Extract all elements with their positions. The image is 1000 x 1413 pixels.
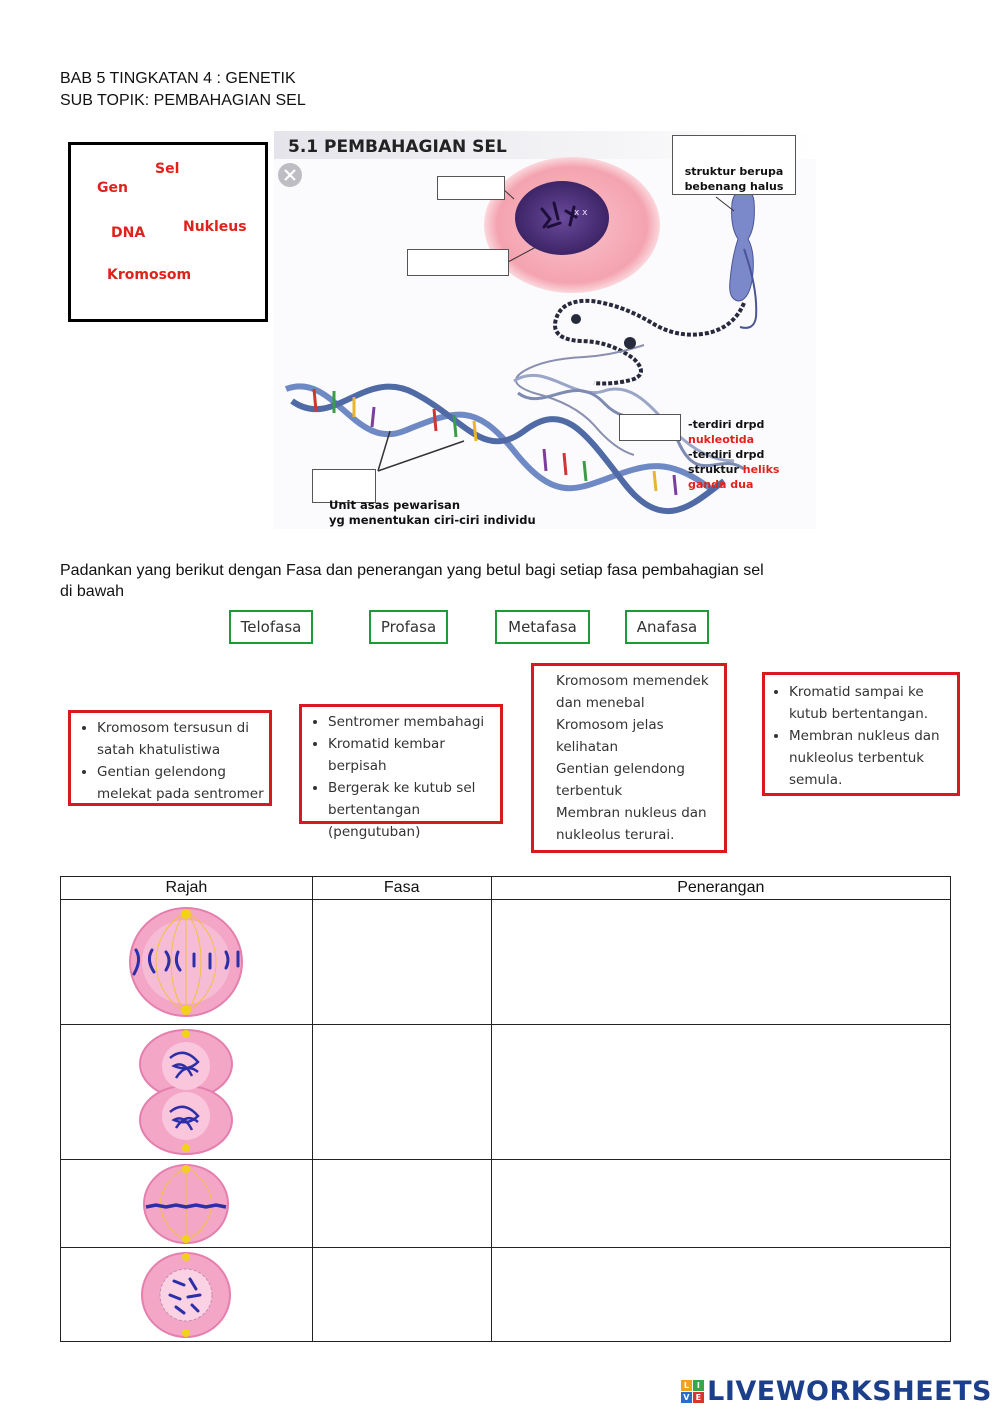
cell-image-4 xyxy=(140,1251,232,1339)
word-bank xyxy=(68,142,268,322)
card3-line-1: Kromosom memendek xyxy=(556,673,709,689)
answer-table xyxy=(60,876,951,1342)
table-row xyxy=(61,900,951,1025)
card-profasa[interactable] xyxy=(531,663,727,853)
answer-box-1[interactable] xyxy=(437,176,505,200)
table-row xyxy=(61,1025,951,1160)
logo-mark-v: V xyxy=(681,1392,692,1403)
card3-line-5: Gentian gelendong xyxy=(556,761,685,777)
note-line-4b: heliks xyxy=(742,463,780,476)
note-gene-line2: yg menentukan ciri-ciri individu xyxy=(329,513,536,527)
logo-text: LIVEWORKSHEETS xyxy=(707,1376,992,1407)
card1-item-2: • Gentian gelendong melekat pada sentromer xyxy=(97,761,269,805)
table-row xyxy=(61,1160,951,1248)
logo-mark-l: L xyxy=(681,1380,692,1391)
penerangan-answer-cell[interactable] xyxy=(491,1025,950,1160)
penerangan-answer-cell[interactable] xyxy=(491,900,950,1025)
diagram-title: 5.1 PEMBAHAGIAN SEL xyxy=(288,137,507,157)
card3-line-4: kelihatan xyxy=(556,739,619,755)
fasa-answer-cell[interactable] xyxy=(312,1025,491,1160)
penerangan-answer-cell[interactable] xyxy=(491,1160,950,1248)
chip-profasa[interactable]: Profasa xyxy=(369,610,448,644)
card1-item-1: • Kromosom tersusun di satah khatulistiwa xyxy=(97,717,269,761)
note-line-5: ganda dua xyxy=(688,478,754,491)
rajah-cell xyxy=(61,900,313,1025)
answer-box-3[interactable] xyxy=(619,414,681,441)
chip-metafasa[interactable]: Metafasa xyxy=(495,610,590,644)
rajah-cell xyxy=(61,1160,313,1248)
note-line-4a: struktur xyxy=(688,463,743,476)
table-row xyxy=(61,1248,951,1342)
fasa-answer-cell[interactable] xyxy=(312,1160,491,1248)
subtopic-title: SUB TOPIK: PEMBAHAGIAN SEL xyxy=(60,92,306,109)
liveworksheets-logo xyxy=(681,1376,992,1407)
word-dna[interactable]: DNA xyxy=(111,225,146,241)
card4-item-2: • Membran nukleus dan nukleolus terbentuk semula. xyxy=(789,725,953,791)
chapter-title: BAB 5 TINGKATAN 4 : GENETIK xyxy=(60,70,296,87)
card3-line-6: terbentuk xyxy=(556,783,623,799)
card2-item-1: • Sentromer membahagi xyxy=(328,711,500,733)
penerangan-answer-cell[interactable] xyxy=(491,1248,950,1342)
note-line-1: -terdiri drpd xyxy=(688,418,765,431)
nucleus-shape xyxy=(515,181,609,255)
header-fasa: Fasa xyxy=(312,877,491,900)
note-gene xyxy=(329,498,536,528)
word-gen[interactable]: Gen xyxy=(97,180,128,196)
instruction-line1: Padankan yang berikut dengan Fasa dan penerangan yang betul bagi setiap fasa pembahagian sel xyxy=(60,562,764,579)
word-kromosom[interactable]: Kromosom xyxy=(107,267,192,283)
fasa-answer-cell[interactable] xyxy=(312,1248,491,1342)
chip-telofasa[interactable]: Telofasa xyxy=(229,610,313,644)
note-fine-structure-line2: bebenang halus xyxy=(684,180,784,193)
card4-item-1: • Kromatid sampai ke kutub bertentangan. xyxy=(789,681,953,725)
answer-box-2[interactable] xyxy=(407,249,509,276)
note-fine-structure xyxy=(672,135,796,195)
table-header-row xyxy=(61,877,951,900)
cell-image-3 xyxy=(142,1163,230,1245)
logo-mark-icon xyxy=(681,1380,704,1403)
card-telofasa[interactable] xyxy=(762,672,960,796)
note-line-4 xyxy=(688,462,779,477)
card2-item-3: • Bergerak ke kutub sel bertentangan (pengutuban) xyxy=(328,777,500,843)
note-line-3: -terdiri drpd xyxy=(688,448,765,461)
card3-line-3: Kromosom jelas xyxy=(556,717,664,733)
word-nukleus[interactable]: Nukleus xyxy=(183,219,247,235)
card3-line-2: dan menebal xyxy=(556,695,645,711)
cell-dna-diagram xyxy=(274,131,816,529)
instruction-line2: di bawah xyxy=(60,583,125,600)
card-metafasa[interactable] xyxy=(68,710,272,806)
rajah-cell xyxy=(61,1248,313,1342)
note-line-2: nukleotida xyxy=(688,433,755,446)
chip-anafasa[interactable]: Anafasa xyxy=(625,610,709,644)
note-fine-structure-line1: struktur berupa xyxy=(684,165,784,178)
cell-image-2 xyxy=(136,1028,236,1156)
note-nucleotide xyxy=(688,417,779,492)
card-anafasa[interactable] xyxy=(299,704,503,840)
logo-mark-i: I xyxy=(693,1380,704,1391)
word-sel[interactable]: Sel xyxy=(155,161,180,177)
card3-line-7: Membran nukleus dan xyxy=(556,805,707,821)
card3-line-8: nukleolus terurai. xyxy=(556,827,675,843)
logo-mark-e: E xyxy=(693,1392,704,1403)
header-penerangan: Penerangan xyxy=(491,877,950,900)
note-gene-line1: Unit asas pewarisan xyxy=(329,498,461,512)
instruction xyxy=(60,560,890,602)
header-rajah: Rajah xyxy=(61,877,313,900)
rajah-cell xyxy=(61,1025,313,1160)
svg-text:x x: x x xyxy=(574,208,588,218)
cell-image-1 xyxy=(126,904,246,1020)
card2-item-2: • Kromatid kembar berpisah xyxy=(328,733,500,777)
fasa-answer-cell[interactable] xyxy=(312,900,491,1025)
